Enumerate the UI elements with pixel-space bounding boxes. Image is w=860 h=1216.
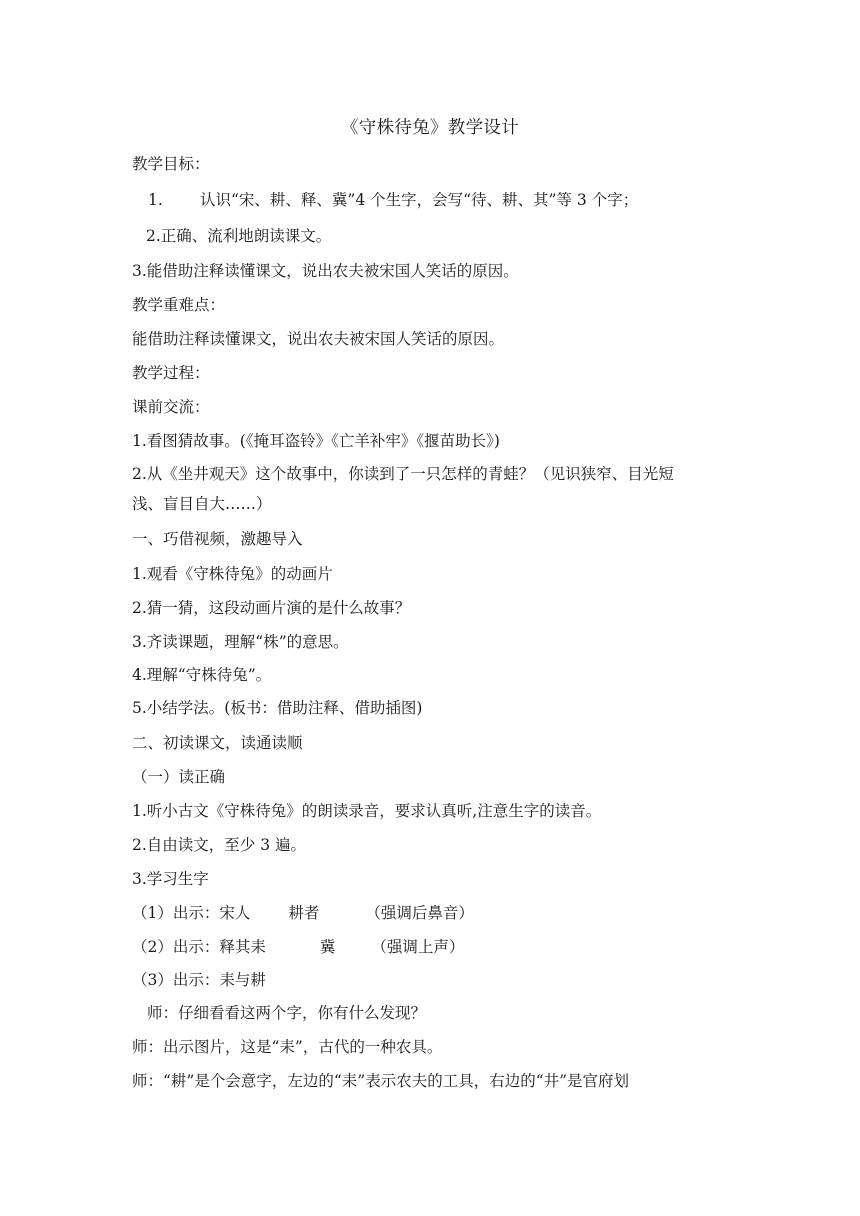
teacher-line-3: 师：“耕”是个会意字，左边的“耒”表示农夫的工具，右边的“井”是官府划 (132, 1072, 630, 1090)
section-2-heading: 二、初读课文，读通读顺 (132, 734, 303, 752)
subsection-1-item-3: 3.学习生字 (132, 870, 209, 888)
char-item-1-note: （强调后鼻音） (365, 904, 474, 922)
char-item-2-label: （2）出示：释其耒 (132, 938, 266, 956)
subsection-1-heading: （一）读正确 (132, 768, 226, 786)
char-item-1-word: 耕者 (288, 904, 320, 922)
pre-class-heading: 课前交流： (132, 398, 210, 416)
pre-class-item-2-cont: 浅、盲目自大……） (132, 495, 272, 513)
goal-item-1-text: 认识“宋、耕、释、冀”4 个生字，会写“待、耕、其”等 3 个字； (200, 191, 639, 209)
teacher-line-1: 师：仔细看看这两个字，你有什么发现？ (147, 1004, 427, 1022)
char-item-3: （3）出示：耒与耕 (132, 971, 266, 989)
char-item-2-word: 冀 (319, 938, 336, 956)
subsection-1-item-1: 1.听小古文《守株待兔》的朗读录音，要求认真听,注意生字的读音。 (132, 802, 602, 820)
goal-item-1 (148, 189, 758, 211)
process-heading: 教学过程： (132, 364, 210, 382)
char-item-1 (132, 902, 742, 924)
section-1-item-1: 1.观看《守株待兔》的动画片 (132, 565, 333, 583)
pre-class-item-1: 1.看图猜故事。(《掩耳盗铃》《亡羊补牢》《揠苗助长》) (132, 432, 500, 450)
section-1-item-4: 4.理解“守株待兔”。 (132, 666, 272, 684)
section-1-heading: 一、巧借视频，激趣导入 (132, 530, 303, 548)
char-item-2 (132, 936, 742, 958)
pre-class-item-2: 2.从《坐井观天》这个故事中，你读到了一只怎样的青蛙？（见识狭窄、目光短 (132, 465, 674, 483)
key-points-text: 能借助注释读懂课文，说出农夫被宋国人笑话的原因。 (132, 330, 505, 348)
goals-heading: 教学目标： (132, 155, 210, 173)
char-item-2-note: （强调上声） (371, 938, 465, 956)
teacher-line-2: 师：出示图片，这是“耒”，古代的一种农具。 (132, 1038, 443, 1056)
document-title: 《守株待兔》教学设计 (341, 118, 519, 138)
goal-item-1-number: 1. (148, 191, 163, 209)
section-1-item-3: 3.齐读课题，理解“株”的意思。 (132, 633, 349, 651)
section-1-item-2: 2.猜一猜，这段动画片演的是什么故事？ (132, 599, 411, 617)
key-points-heading: 教学重难点： (132, 296, 226, 314)
goal-item-2: 2.正确、流利地朗读课文。 (146, 227, 332, 245)
char-item-1-label: （1）出示：宋人 (132, 904, 251, 922)
goal-item-3: 3.能借助注释读懂课文，说出农夫被宋国人笑话的原因。 (132, 262, 519, 280)
section-1-item-5: 5.小结学法。(板书：借助注释、借助插图) (132, 699, 423, 717)
subsection-1-item-2: 2.自由读文，至少 3 遍。 (132, 836, 307, 854)
